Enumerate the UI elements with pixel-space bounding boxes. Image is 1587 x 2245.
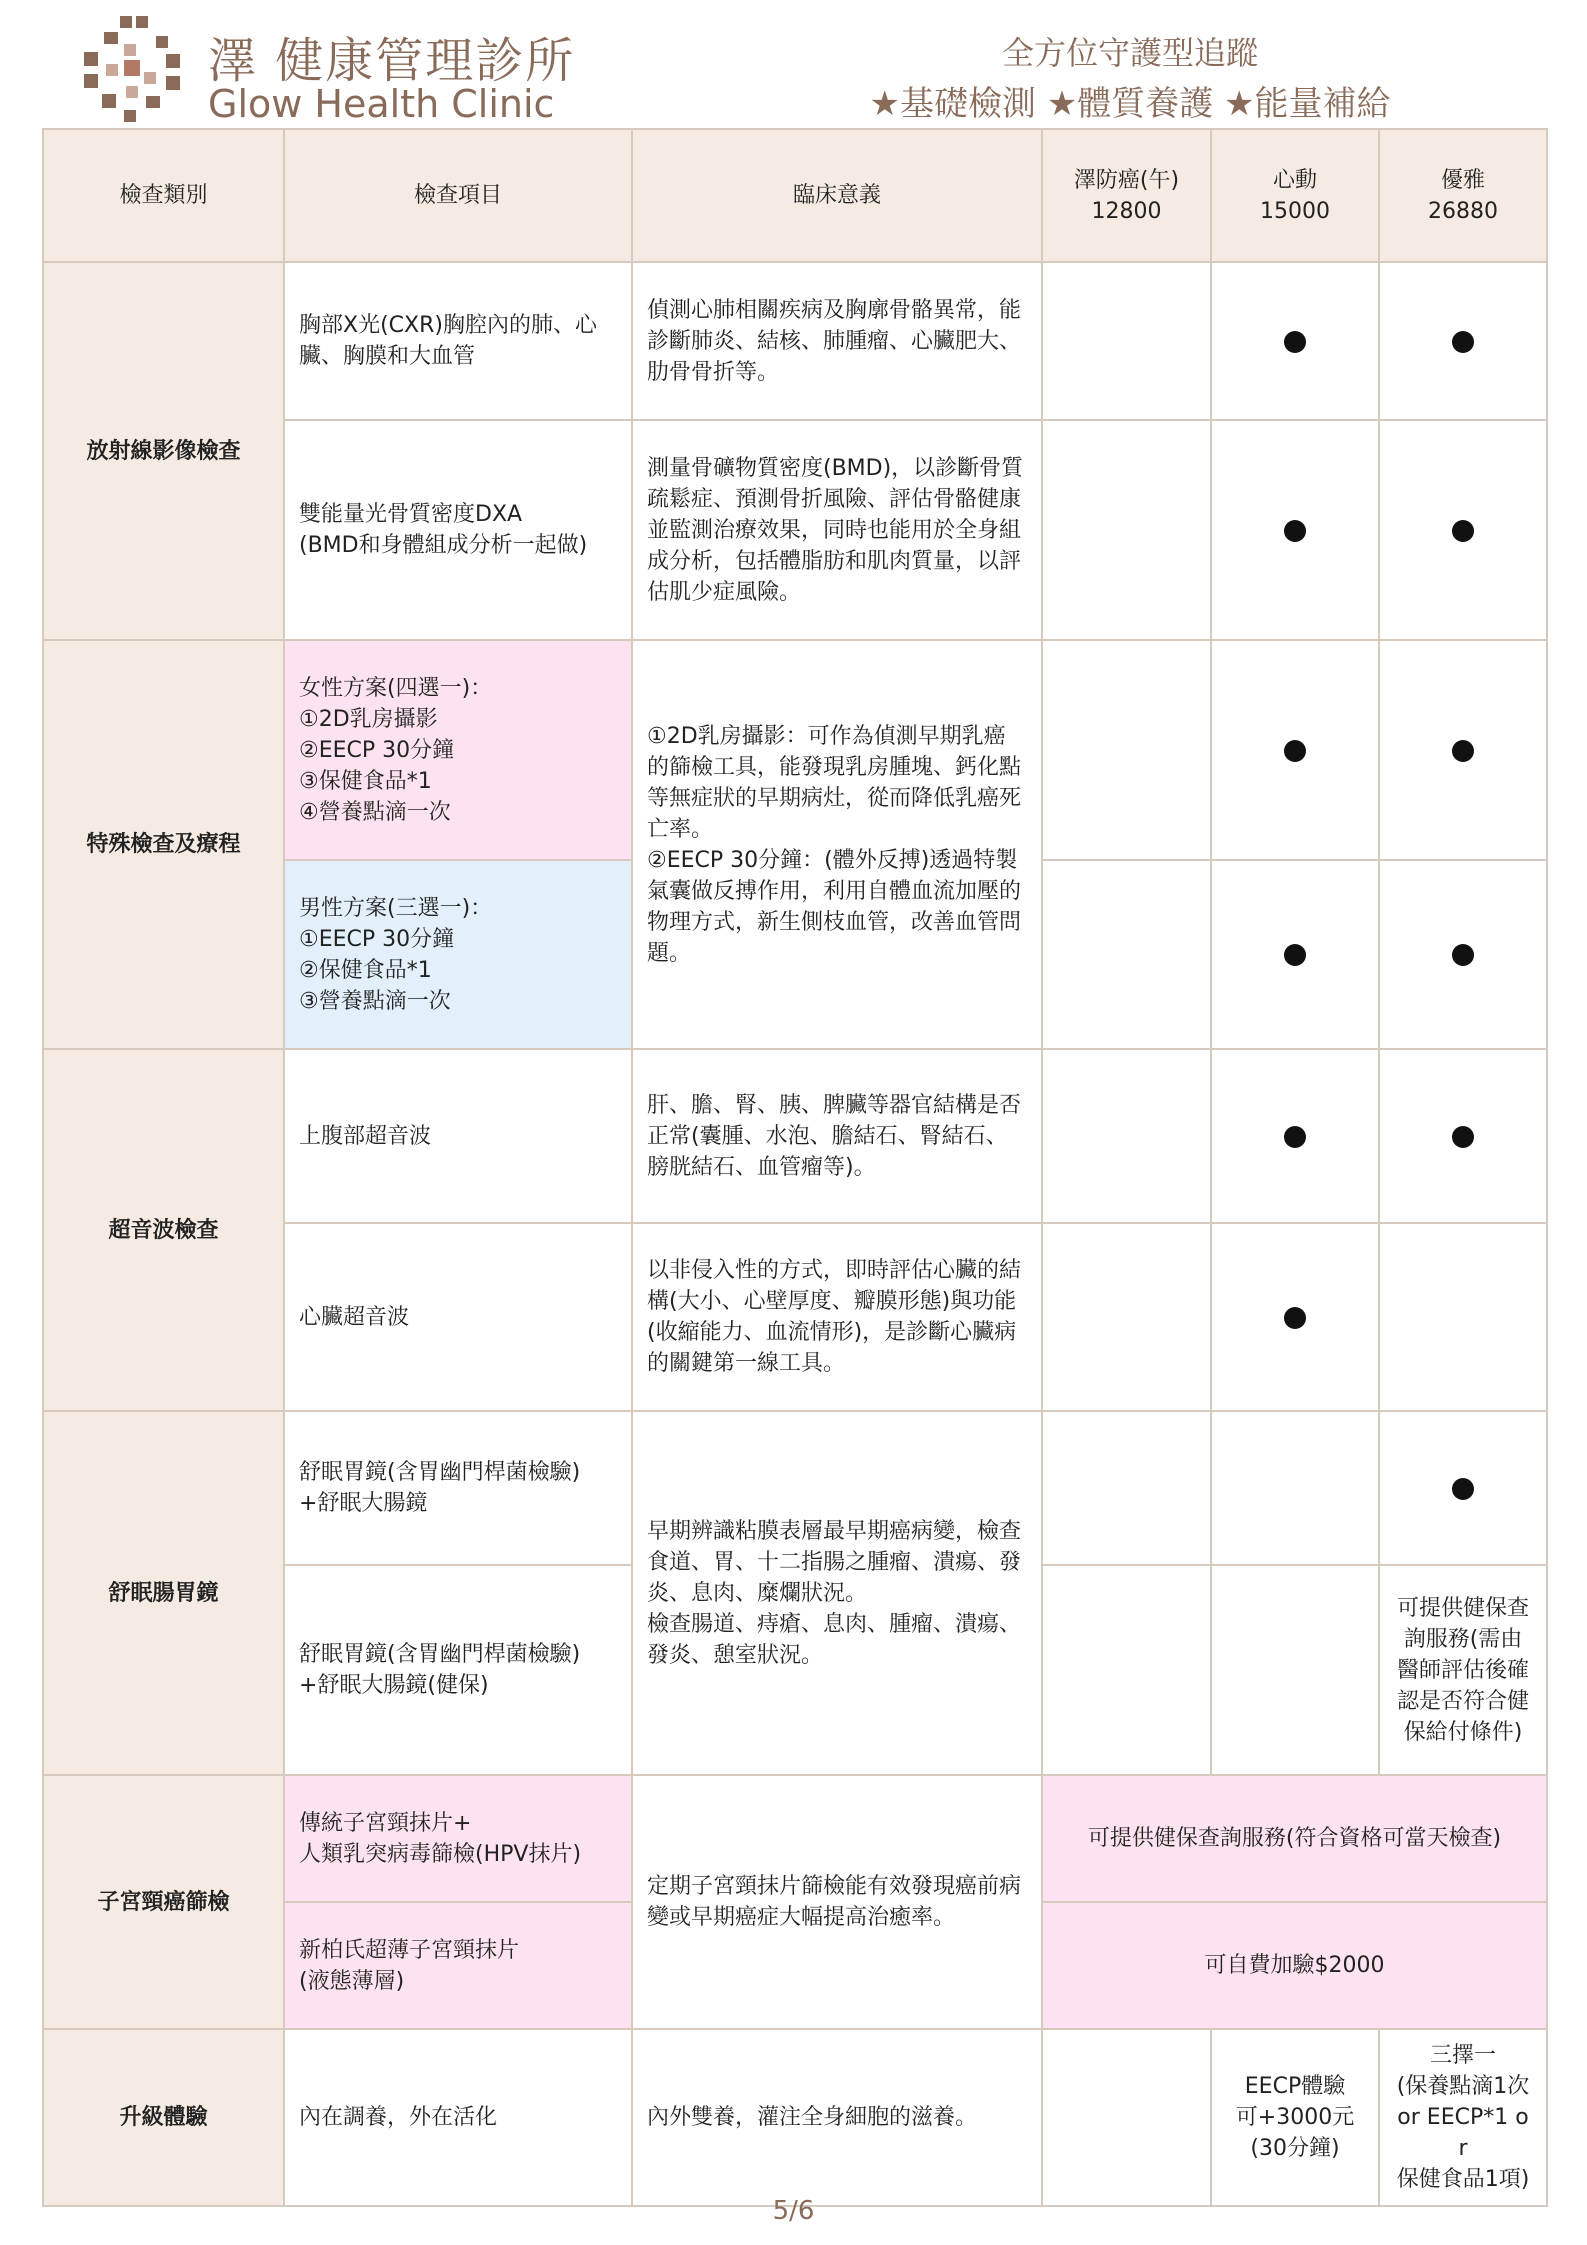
included-dot-icon — [1452, 1478, 1474, 1500]
plan3-cell — [1379, 262, 1547, 420]
plan2-cell — [1211, 1049, 1379, 1223]
item-upgrade: 內在調養，外在活化 — [284, 2029, 632, 2206]
included-dot-icon — [1284, 944, 1306, 966]
meaning-dxa: 測量骨礦物質密度(BMD)，以診斷骨質疏鬆症、預測骨折風險、評估骨骼健康並監測治療效果，同時也能用於全身組成分析，包括體脂肪和肌肉質量，以評估肌少症風險。 — [632, 420, 1042, 640]
header-plan-zefangai — [1042, 129, 1211, 262]
clinic-logo-icon — [80, 14, 190, 126]
category-cervical: 子宮頸癌篩檢 — [43, 1775, 284, 2029]
plan-price: 15000 — [1260, 198, 1330, 224]
meaning-upgrade: 內外雙養，灌注全身細胞的滋養。 — [632, 2029, 1042, 2206]
plan3-cell — [1379, 1223, 1547, 1411]
plan3-cell — [1379, 860, 1547, 1049]
table-header-row — [43, 129, 1547, 262]
plan3-cell — [1379, 1411, 1547, 1565]
meaning-endoscopy: 早期辨識粘膜表層最早期癌病變，檢查食道、胃、十二指腸之腫瘤、潰瘍、發炎、息肉、糜爛狀況。 檢查腸道、痔瘡、息肉、腫瘤、潰瘍、發炎、憩室狀況。 — [632, 1411, 1042, 1775]
plan-name: 澤防癌(午) — [1073, 167, 1180, 193]
clinic-name-chinese: 澤 健康管理診所 — [208, 33, 576, 89]
table-row — [43, 1049, 1547, 1223]
table-row — [43, 640, 1547, 860]
included-dot-icon — [1452, 1126, 1474, 1148]
included-dot-icon — [1284, 1126, 1306, 1148]
plan1-cell — [1042, 1565, 1211, 1775]
category-special: 特殊檢查及療程 — [43, 640, 284, 1049]
header-plan-xindong — [1211, 129, 1379, 262]
included-dot-icon — [1284, 1307, 1306, 1329]
plan2-upgrade-note: EECP體驗 可+3000元 (30分鐘) — [1211, 2029, 1379, 2206]
header-item: 檢查項目 — [284, 129, 632, 262]
table-row — [43, 262, 1547, 420]
plan2-cell — [1211, 1411, 1379, 1565]
plan2-cell — [1211, 1223, 1379, 1411]
item-endoscopy-nhi: 舒眠胃鏡(含胃幽門桿菌檢驗) +舒眠大腸鏡(健保) — [284, 1565, 632, 1775]
plan-name: 心動 — [1272, 167, 1317, 193]
item-male-plan: 男性方案(三選一)： ①EECP 30分鐘 ②保健食品*1 ③營養點滴一次 — [284, 860, 632, 1049]
included-dot-icon — [1452, 520, 1474, 542]
meaning-chest-xray: 偵測心肺相關疾病及胸廓骨骼異常，能診斷肺炎、結核、肺腫瘤、心臟肥大、肋骨骨折等。 — [632, 262, 1042, 420]
table-row — [43, 1775, 1547, 1902]
item-abdominal-ultrasound: 上腹部超音波 — [284, 1049, 632, 1223]
plan1-cell — [1042, 262, 1211, 420]
included-dot-icon — [1284, 740, 1306, 762]
category-ultrasound: 超音波檢查 — [43, 1049, 284, 1411]
plan3-cell — [1379, 640, 1547, 860]
item-chest-xray: 胸部X光(CXR)胸腔內的肺、心臟、胸膜和大血管 — [284, 262, 632, 420]
category-upgrade: 升級體驗 — [43, 2029, 284, 2206]
category-radiology: 放射線影像檢查 — [43, 262, 284, 640]
meaning-cervical: 定期子宮頸抹片篩檢能有效發現癌前病變或早期癌症大幅提高治癒率。 — [632, 1775, 1042, 2029]
table-row — [43, 1411, 1547, 1565]
item-pap-hpv: 傳統子宮頸抹片+ 人類乳突病毒篩檢(HPV抹片) — [284, 1775, 632, 1902]
header-plan-youya — [1379, 129, 1547, 262]
header-category: 檢查類別 — [43, 129, 284, 262]
plan1-cell — [1042, 860, 1211, 1049]
plan1-cell — [1042, 640, 1211, 860]
item-endoscopy: 舒眠胃鏡(含胃幽門桿菌檢驗) +舒眠大腸鏡 — [284, 1411, 632, 1565]
plan-name: 優雅 — [1440, 167, 1485, 193]
plan2-cell — [1211, 640, 1379, 860]
plan1-cell — [1042, 1411, 1211, 1565]
plan1-cell — [1042, 2029, 1211, 2206]
item-thinprep: 新柏氏超薄子宮頸抹片 (液態薄層) — [284, 1902, 632, 2029]
checkup-plan-table — [42, 128, 1548, 2207]
plan2-cell — [1211, 860, 1379, 1049]
plan3-upgrade-note: 三擇一 (保養點滴1次 or EECP*1 or 保健食品1項) — [1379, 2029, 1547, 2206]
included-dot-icon — [1452, 944, 1474, 966]
tagline: 全方位守護型追蹤 — [1001, 34, 1258, 72]
plan1-cell — [1042, 1223, 1211, 1411]
cervical-addon-note: 可自費加驗$2000 — [1042, 1902, 1547, 2029]
item-cardiac-ultrasound: 心臟超音波 — [284, 1223, 632, 1411]
item-dxa: 雙能量光骨質密度DXA (BMD和身體組成分析一起做) — [284, 420, 632, 640]
cervical-nhi-note: 可提供健保查詢服務(符合資格可當天檢查) — [1042, 1775, 1547, 1902]
plan3-nhi-note: 可提供健保查詢服務(需由醫師評估後確認是否符合健保給付條件) — [1379, 1565, 1547, 1775]
plan3-cell — [1379, 1049, 1547, 1223]
plan1-cell — [1042, 1049, 1211, 1223]
meaning-abdominal-ultrasound: 肝、膽、腎、胰、脾臟等器官結構是否正常(囊腫、水泡、膽結石、腎結石、 膀胱結石、血管瘤等)。 — [632, 1049, 1042, 1223]
clinic-name-english: Glow Health Clinic — [208, 82, 555, 126]
meaning-cardiac-ultrasound: 以非侵入性的方式，即時評估心臟的結構(大小、心壁厚度、瓣膜形態)與功能(收縮能力、血流情形)，是診斷心臟病的關鍵第一線工具。 — [632, 1223, 1042, 1411]
plan-price: 26880 — [1428, 198, 1498, 224]
feature-list: ★基礎檢測 ★體質養護 ★能量補給 — [869, 84, 1391, 124]
included-dot-icon — [1452, 331, 1474, 353]
header-meaning: 臨床意義 — [632, 129, 1042, 262]
meaning-special: ①2D乳房攝影：可作為偵測早期乳癌的篩檢工具，能發現乳房腫塊、鈣化點等無症狀的早期病灶，從而降低乳癌死亡率。 ②EECP 30分鐘：(體外反搏)透過特製氣囊做反搏作用，利用自體血流加壓的物理方式，新生側枝血管，改善血管問題。 — [632, 640, 1042, 1049]
plan2-cell — [1211, 1565, 1379, 1775]
plan2-cell — [1211, 420, 1379, 640]
included-dot-icon — [1452, 740, 1474, 762]
table-row — [43, 2029, 1547, 2206]
plan3-cell — [1379, 420, 1547, 640]
category-endoscopy: 舒眠腸胃鏡 — [43, 1411, 284, 1775]
plan1-cell — [1042, 420, 1211, 640]
page-number: 5/6 — [772, 2196, 815, 2226]
included-dot-icon — [1284, 520, 1306, 542]
item-female-plan: 女性方案(四選一)： ①2D乳房攝影 ②EECP 30分鐘 ③保健食品*1 ④營養點滴一次 — [284, 640, 632, 860]
plan-price: 12800 — [1091, 198, 1162, 224]
plan2-cell — [1211, 262, 1379, 420]
included-dot-icon — [1284, 331, 1306, 353]
